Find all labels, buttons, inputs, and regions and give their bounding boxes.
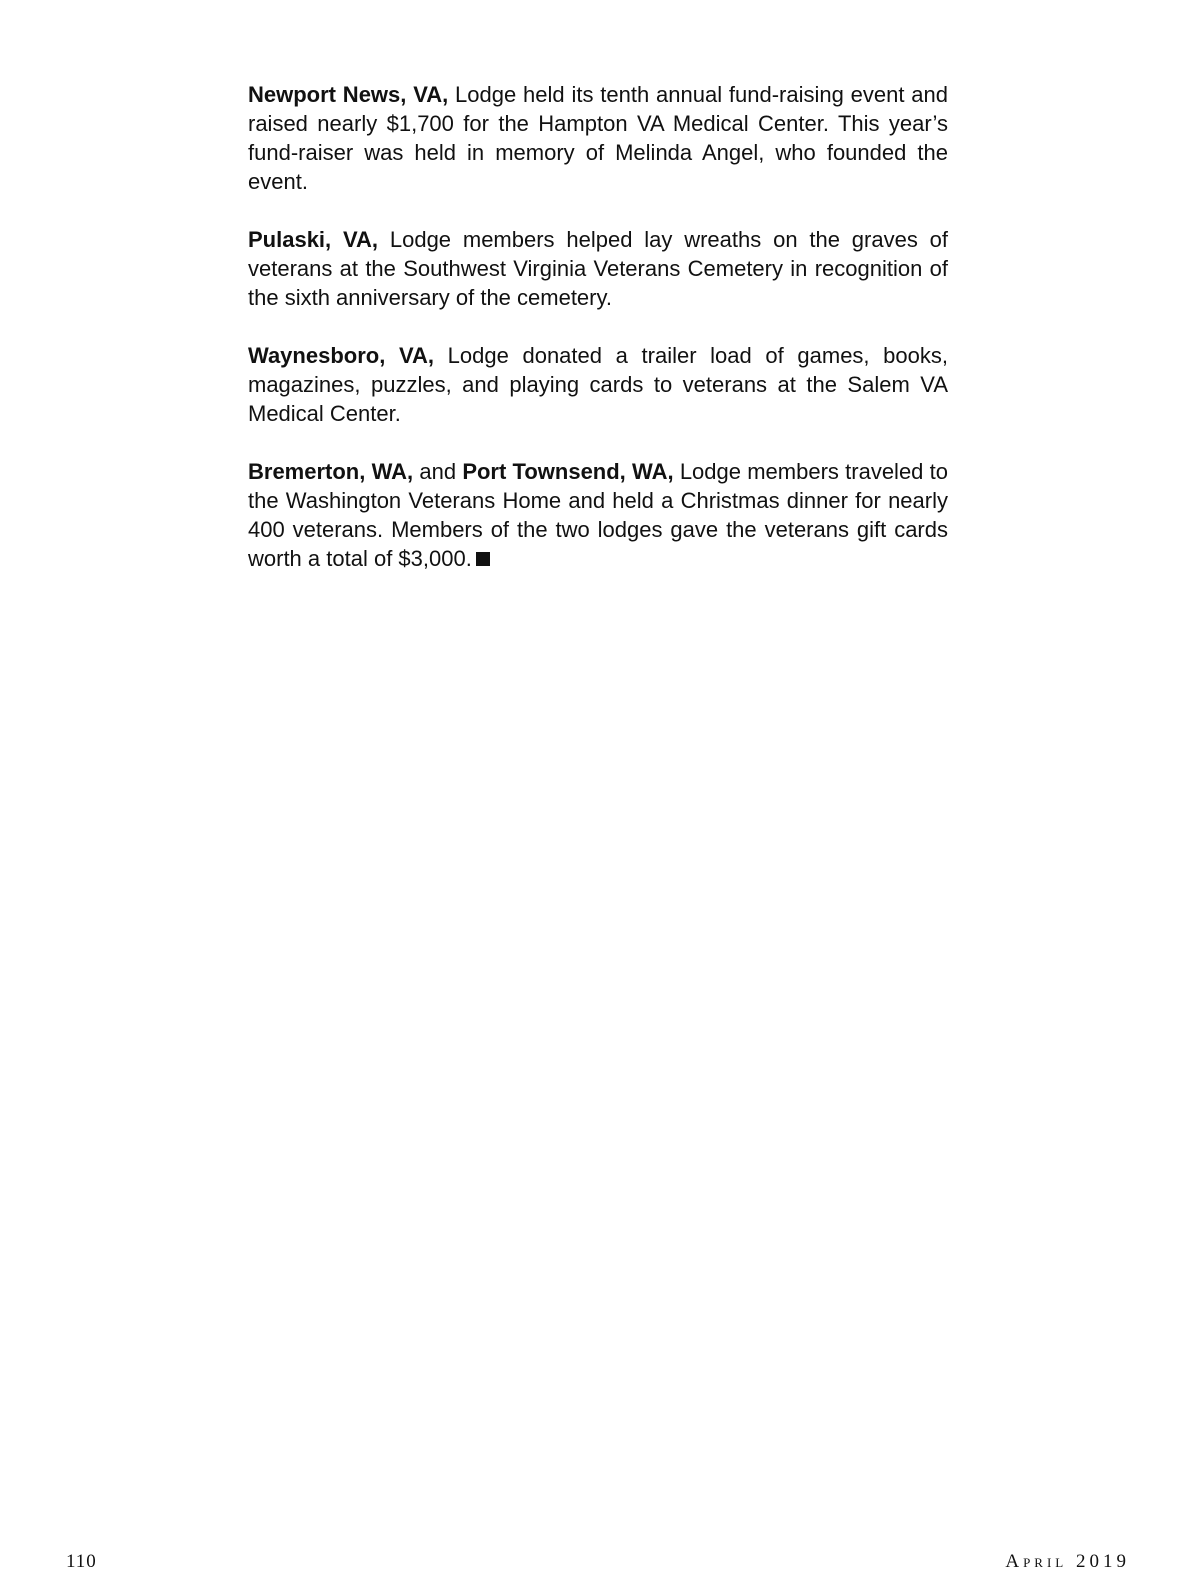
news-item-place: Newport News, VA, [248, 82, 449, 107]
news-item-place-2: Port Townsend, WA, [462, 459, 674, 484]
news-item-text: Lodge held its tenth annual fund-raising event and raised nearly $1,700 for the Hampton VA Medical Center. This year’s fund-raiser was held in memory of Melinda Angel, who founded the event. [248, 82, 948, 194]
news-item-place: Bremerton, WA, [248, 459, 414, 484]
news-item-pulaski [248, 225, 948, 312]
news-item-waynesboro [248, 341, 948, 428]
end-of-article-square-icon [476, 552, 490, 566]
news-item-connector: and [413, 459, 463, 484]
news-item-text: Lodge members traveled to the Washington Veterans Home and held a Christmas dinner for nearly 400 veterans. Members of the two lodges gave the veterans gift cards worth a total of $3,000. [248, 459, 948, 571]
news-item-bremerton-port-townsend [248, 457, 948, 573]
issue-date: April 2019 [1005, 1551, 1130, 1572]
article-column [248, 80, 948, 602]
news-item-place: Pulaski, VA, [248, 227, 379, 252]
news-item-newport-news [248, 80, 948, 196]
news-item-place: Waynesboro, VA, [248, 343, 435, 368]
page-number: 110 [66, 1551, 97, 1572]
news-item-text: Lodge donated a trailer load of games, books, magazines, puzzles, and playing cards to veterans at the Salem VA Medical Center. [248, 343, 949, 426]
news-item-text: Lodge members helped lay wreaths on the graves of veterans at the Southwest Virginia Veterans Cemetery in recognition of the sixth anniversary of the cemetery. [248, 227, 948, 310]
